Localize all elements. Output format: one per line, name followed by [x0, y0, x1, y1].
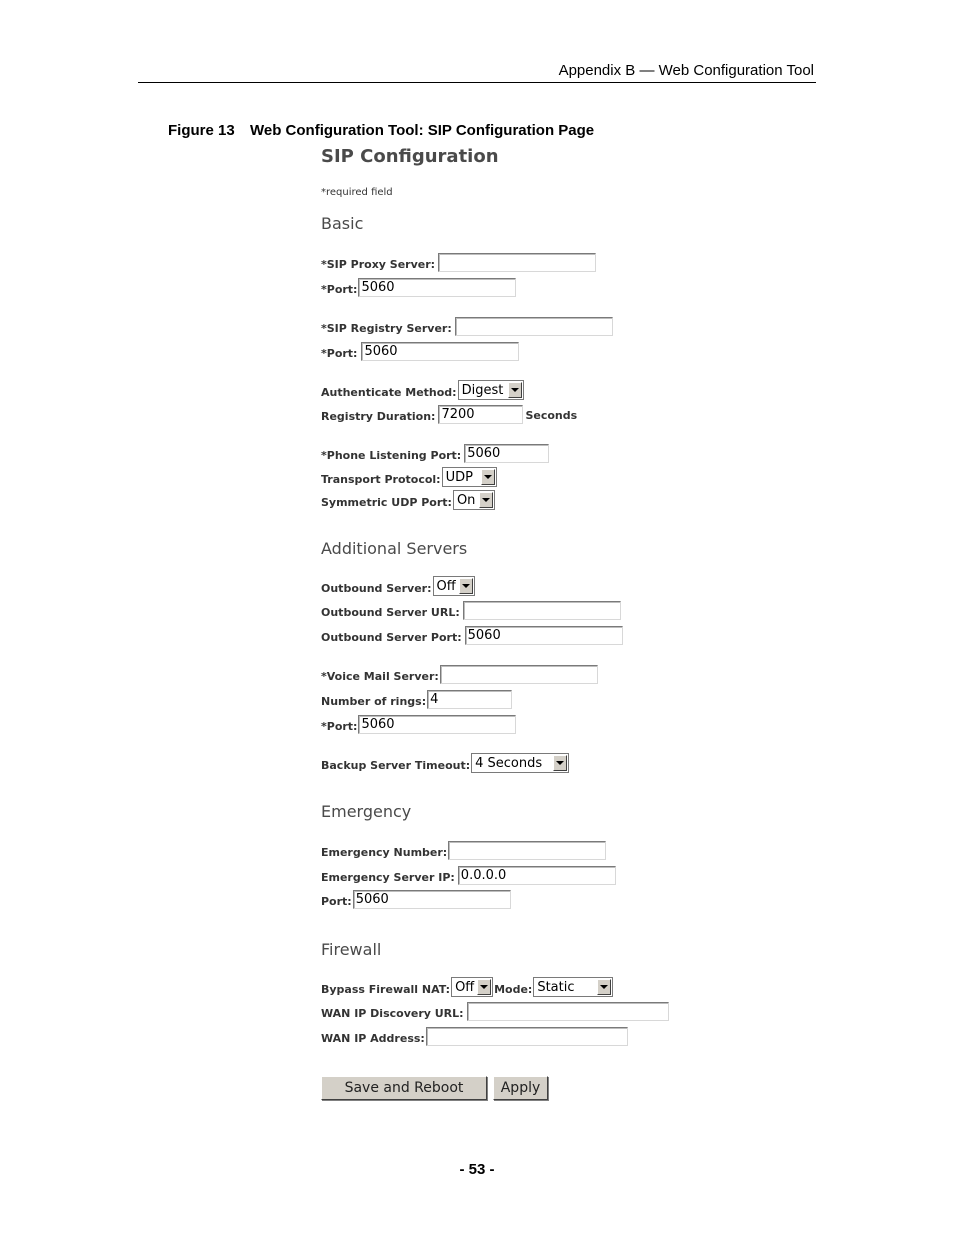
chevron-down-icon[interactable]: [459, 578, 473, 594]
wan-ip-discovery-url-input[interactable]: [467, 1002, 669, 1021]
auth-method-select[interactable]: [458, 380, 524, 400]
emergency-server-ip-label: Emergency Server IP:: [321, 871, 455, 884]
proxy-port-input[interactable]: 5060: [358, 278, 516, 297]
section-firewall: Firewall: [321, 940, 382, 959]
auth-method-label: Authenticate Method:: [321, 386, 457, 399]
page-number: - 53 -: [459, 1161, 495, 1178]
bypass-nat-select[interactable]: [451, 977, 493, 997]
symmetric-udp-port-row: [321, 488, 495, 510]
header-text: Appendix B — Web Configuration Tool: [558, 62, 814, 79]
outbound-server-row: [321, 574, 475, 596]
sip-proxy-server-input[interactable]: [438, 253, 596, 272]
transport-protocol-value: UDP: [445, 469, 473, 485]
figure-title: Web Configuration Tool: SIP Configuration Page: [250, 122, 595, 139]
section-basic: Basic: [321, 214, 364, 233]
wan-ip-address-label: WAN IP Address:: [321, 1032, 425, 1045]
emergency-port-row: [321, 887, 511, 909]
emergency-number-label: Emergency Number:: [321, 846, 448, 859]
bypass-nat-label: Bypass Firewall NAT:: [321, 983, 451, 996]
registry-port-label: *Port:: [321, 347, 358, 360]
backup-server-timeout-row: [321, 751, 569, 773]
sip-registry-server-row: [321, 314, 613, 336]
chevron-down-icon[interactable]: [479, 492, 493, 508]
emergency-port-label: Port:: [321, 895, 352, 908]
save-and-reboot-button[interactable]: Save and Reboot: [321, 1076, 487, 1100]
outbound-server-select[interactable]: [433, 576, 475, 596]
figure-number: Figure 13: [168, 122, 235, 139]
figure-caption: [168, 122, 594, 139]
transport-protocol-label: Transport Protocol:: [321, 473, 441, 486]
voice-mail-server-input[interactable]: [440, 665, 598, 684]
wan-ip-discovery-url-label: WAN IP Discovery URL:: [321, 1007, 464, 1020]
emergency-number-input[interactable]: [448, 841, 606, 860]
auth-method-value: Digest: [461, 382, 504, 398]
outbound-server-url-label: Outbound Server URL:: [321, 606, 460, 619]
sip-registry-server-input[interactable]: [455, 317, 613, 336]
sip-proxy-server-row: [321, 250, 596, 272]
registry-duration-label: Registry Duration:: [321, 410, 436, 423]
bypass-nat-row: [321, 975, 613, 997]
emergency-number-row: [321, 838, 606, 860]
wan-ip-address-row: [321, 1024, 628, 1046]
backup-server-timeout-label: Backup Server Timeout:: [321, 759, 471, 772]
registry-duration-unit: Seconds: [525, 409, 578, 422]
symmetric-udp-port-value: On: [456, 492, 476, 508]
outbound-server-url-row: [321, 598, 621, 620]
emergency-port-input[interactable]: 5060: [353, 890, 511, 909]
voicemail-port-input[interactable]: 5060: [358, 715, 516, 734]
phone-listening-port-label: *Phone Listening Port:: [321, 449, 462, 462]
registry-duration-row: [321, 402, 577, 424]
sip-registry-server-label: *SIP Registry Server:: [321, 322, 452, 335]
chevron-down-icon[interactable]: [553, 755, 567, 771]
mode-select[interactable]: [533, 977, 613, 997]
chevron-down-icon[interactable]: [508, 382, 522, 398]
outbound-server-value: Off: [436, 578, 456, 594]
outbound-server-label: Outbound Server:: [321, 582, 432, 595]
emergency-server-ip-input[interactable]: 0.0.0.0: [458, 866, 616, 885]
proxy-port-row: [321, 275, 516, 297]
registry-port-row: [321, 339, 519, 361]
outbound-server-url-input[interactable]: [463, 601, 621, 620]
symmetric-udp-port-select[interactable]: [453, 490, 495, 510]
number-of-rings-row: [321, 687, 512, 709]
voicemail-port-row: [321, 712, 516, 734]
voice-mail-server-label: *Voice Mail Server:: [321, 670, 439, 683]
wan-ip-discovery-url-row: [321, 999, 669, 1021]
number-of-rings-label: Number of rings:: [321, 695, 427, 708]
mode-value: Static: [537, 979, 575, 995]
backup-server-timeout-select[interactable]: [471, 753, 569, 773]
chevron-down-icon[interactable]: [597, 979, 611, 995]
mode-label: Mode:: [494, 983, 533, 996]
page-title: SIP Configuration: [321, 146, 499, 167]
symmetric-udp-port-label: Symmetric UDP Port:: [321, 496, 452, 509]
registry-duration-input[interactable]: 7200: [438, 405, 523, 424]
transport-protocol-row: [321, 465, 497, 487]
backup-server-timeout-value: 4 Seconds: [475, 755, 543, 771]
section-emergency: Emergency: [321, 802, 412, 821]
chevron-down-icon[interactable]: [481, 469, 495, 485]
emergency-server-ip-row: [321, 863, 616, 885]
registry-port-input[interactable]: 5060: [361, 342, 519, 361]
auth-method-row: [321, 378, 524, 400]
apply-button[interactable]: Apply: [493, 1076, 548, 1100]
transport-protocol-select[interactable]: [442, 467, 497, 487]
number-of-rings-input[interactable]: 4: [427, 690, 512, 709]
chevron-down-icon[interactable]: [477, 979, 491, 995]
outbound-server-port-input[interactable]: 5060: [465, 626, 623, 645]
bypass-nat-value: Off: [455, 979, 475, 995]
proxy-port-label: *Port:: [321, 283, 358, 296]
wan-ip-address-input[interactable]: [426, 1027, 628, 1046]
sip-proxy-server-label: *SIP Proxy Server:: [321, 258, 436, 271]
voice-mail-server-row: [321, 662, 598, 684]
section-additional-servers: Additional Servers: [321, 539, 468, 558]
voicemail-port-label: *Port:: [321, 720, 358, 733]
outbound-server-port-label: Outbound Server Port:: [321, 631, 462, 644]
phone-listening-port-input[interactable]: 5060: [464, 444, 549, 463]
required-note: *required field: [321, 187, 393, 198]
phone-listening-port-row: [321, 441, 549, 463]
outbound-server-port-row: [321, 623, 623, 645]
page-header: [138, 62, 816, 83]
